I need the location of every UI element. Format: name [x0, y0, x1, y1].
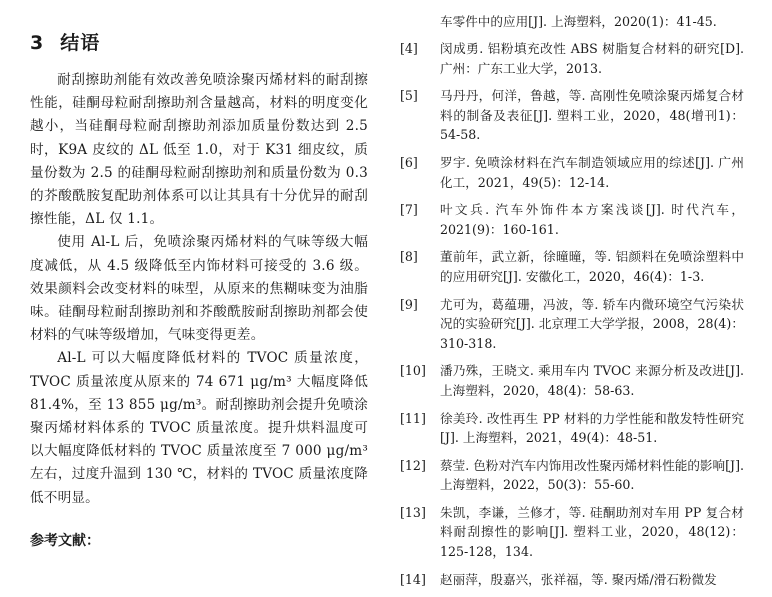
reference-number: [13] [400, 504, 426, 520]
body-paragraph: 使用 Al-L 后，免喷涂聚丙烯材料的气味等级大幅度减低，从 4.5 级降低至内饰材料可接受的 3.6 级。效果颜料会改变材料的味型，从原来的焦糊味变为油脂味。硅酮母粒耐刮擦助剂和芥酸酰胺耐刮擦助剂都会使材料的气味等级增加，气味变得更差。 [30, 234, 368, 344]
reference-number: [5] [400, 88, 418, 104]
reference-item [400, 39, 744, 78]
references-heading: 参考文献： [30, 532, 100, 549]
reference-text: 罗宇. 免喷涂材料在汽车制造领域应用的综述[J]. 广州化工，2021，49(5)：12-14. [440, 154, 744, 190]
reference-text: 马丹丹，何洋，鲁越，等. 高刚性免喷涂聚丙烯复合材料的制备及表征[J]. 塑料工业，2020，48(增刊1)：54-58. [440, 88, 744, 143]
body-paragraph: 耐刮擦助剂能有效改善免喷涂聚丙烯材料的耐刮擦性能，硅酮母粒耐刮擦助剂含量越高，材料的明度变化越小，当硅酮母粒耐刮擦助剂添加质量份数达到 2.5 时，K9A 皮纹的 ΔL 低至 1.0，对于 K31 细皮纹，质量份数为 2.5 的硅酮母粒耐刮擦助剂和质量份数为 0.3 的芥酸酰胺复配助剂体系可以让其具有十分优异的耐刮擦性能，ΔL 仅 1.1。 [30, 72, 368, 228]
reference-number: [12] [400, 457, 426, 473]
reference-item [400, 200, 744, 239]
reference-text: 蔡莹. 色粉对汽车内饰用改性聚丙烯材料性能的影响[J]. 上海塑料，2022，50(3)：55-60. [440, 457, 744, 493]
reference-text: 徐美玲. 改性再生 PP 材料的力学性能和散发特性研究[J]. 上海塑料，2021，49(4)：48-51. [440, 410, 744, 446]
section-heading [30, 28, 368, 55]
reference-item [400, 153, 744, 192]
reference-number: [10] [400, 363, 426, 379]
reference-item [400, 456, 744, 495]
reference-text: 赵丽萍，殷嘉兴，张祥福，等. 聚丙烯/滑石粉微发 [440, 571, 717, 587]
reference-number: [14] [400, 571, 426, 587]
reference-number: [8] [400, 249, 418, 265]
reference-item [400, 503, 744, 562]
body-paragraph: Al-L 可以大幅度降低材料的 TVOC 质量浓度，TVOC 质量浓度从原来的 74 671 μg/m³ 大幅度降低 81.4%，至 13 855 μg/m³。耐刮擦助剂会提升免喷涂聚丙烯材料体系的 TVOC 质量浓度。提升烘料温度可以大幅度降低材料的 TVOC 质量浓度至 7 000 μg/m³ 左右，过度升温到 130 ℃，材料的 TVOC 质量浓度降低不明显。 [30, 350, 368, 506]
left-column [30, 28, 368, 550]
reference-number: [11] [400, 410, 426, 426]
reference-list [400, 39, 744, 589]
reference-number: [4] [400, 41, 418, 56]
reference-item [400, 570, 744, 590]
reference-item [400, 86, 744, 145]
section-number: 3 [30, 32, 45, 54]
reference-number: [7] [400, 202, 418, 218]
reference-text: 朱凯，李谦，兰修才，等. 硅酮助剂对车用 PP 复合材料耐刮擦性的影响[J]. 塑料工业，2020，48(12)：125-128，134. [440, 504, 744, 560]
reference-item [400, 361, 744, 400]
reference-text: 董前年，武立新，徐曈曈，等. 铝颜料在免喷涂塑料中的应用研究[J]. 安徽化工，2020，46(4)：1-3. [440, 249, 744, 284]
right-column [400, 12, 744, 597]
reference-text: 闵成勇. 铝粉填充改性 ABS 树脂复合材料的研究[D]. 广州：广东工业大学，2013. [440, 41, 744, 76]
reference-item [400, 247, 744, 286]
reference-item [400, 295, 744, 354]
reference-text: 尤可为，葛蕴珊，冯波，等. 轿车内微环境空气污染状况的实验研究[J]. 北京理工大学学报，2008，28(4)：310-318. [440, 296, 744, 351]
reference-number: [6] [400, 154, 418, 170]
reference-number: [9] [400, 296, 418, 312]
reference-continuation: 车零件中的应用[J]. 上海塑料，2020(1)：41-45. [440, 14, 717, 29]
reference-text: 潘乃殊，王晓文. 乘用车内 TVOC 来源分析及改进[J]. 上海塑料，2020，48(4)：58-63. [440, 363, 744, 398]
reference-item [400, 409, 744, 448]
reference-text: 叶文兵. 汽车外饰件本方案浅谈[J]. 时代汽车，2021(9)：160-161. [440, 202, 744, 237]
section-title: 结语 [60, 32, 101, 54]
